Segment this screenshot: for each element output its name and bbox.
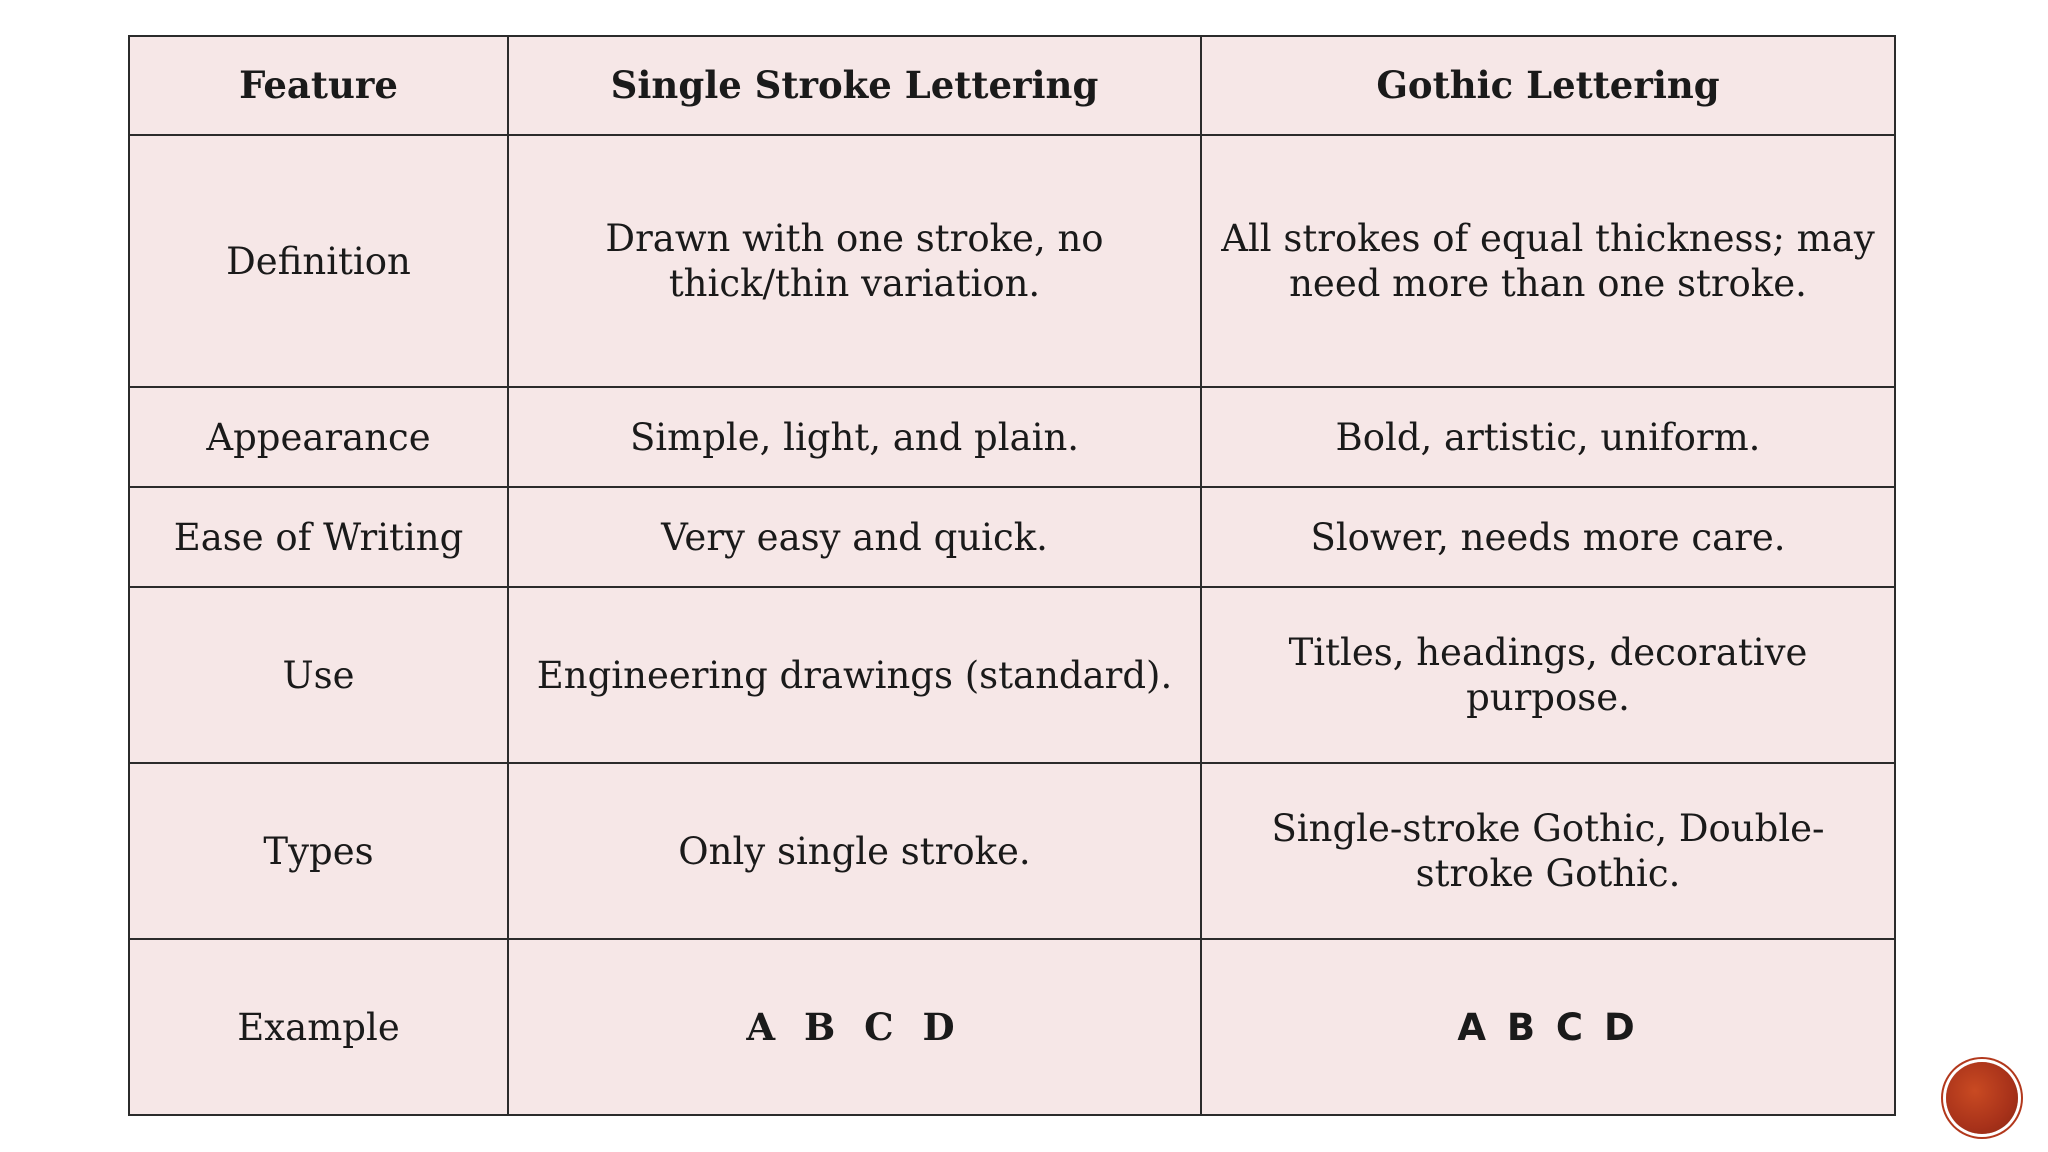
gothic-cell: Single-stroke Gothic, Double-stroke Gothic. (1201, 763, 1895, 939)
feature-cell: Example (129, 939, 508, 1115)
single-stroke-cell: Only single stroke. (508, 763, 1201, 939)
feature-cell: Types (129, 763, 508, 939)
feature-cell: Definition (129, 135, 508, 387)
gothic-cell: Bold, artistic, uniform. (1201, 387, 1895, 487)
single-stroke-cell: Very easy and quick. (508, 487, 1201, 587)
gothic-example: A B C D (1201, 939, 1895, 1115)
table-row-ease-of-writing (129, 487, 1895, 587)
comparison-table (128, 35, 1896, 1116)
gothic-cell: All strokes of equal thickness; may need more than one stroke. (1201, 135, 1895, 387)
single-stroke-example: A B C D (508, 939, 1201, 1115)
table-row-definition (129, 135, 1895, 387)
gothic-cell: Titles, headings, decorative purpose. (1201, 587, 1895, 763)
header-single-stroke: Single Stroke Lettering (508, 36, 1201, 135)
table-row-types (129, 763, 1895, 939)
feature-cell: Appearance (129, 387, 508, 487)
single-stroke-cell: Simple, light, and plain. (508, 387, 1201, 487)
feature-cell: Use (129, 587, 508, 763)
single-stroke-cell: Engineering drawings (standard). (508, 587, 1201, 763)
slide-nav-button[interactable] (1946, 1062, 2018, 1134)
single-stroke-cell: Drawn with one stroke, no thick/thin variation. (508, 135, 1201, 387)
feature-cell: Ease of Writing (129, 487, 508, 587)
table-row-appearance (129, 387, 1895, 487)
table-row-example (129, 939, 1895, 1115)
header-gothic: Gothic Lettering (1201, 36, 1895, 135)
gothic-cell: Slower, needs more care. (1201, 487, 1895, 587)
table-row-use (129, 587, 1895, 763)
header-feature: Feature (129, 36, 508, 135)
header-row (129, 36, 1895, 135)
